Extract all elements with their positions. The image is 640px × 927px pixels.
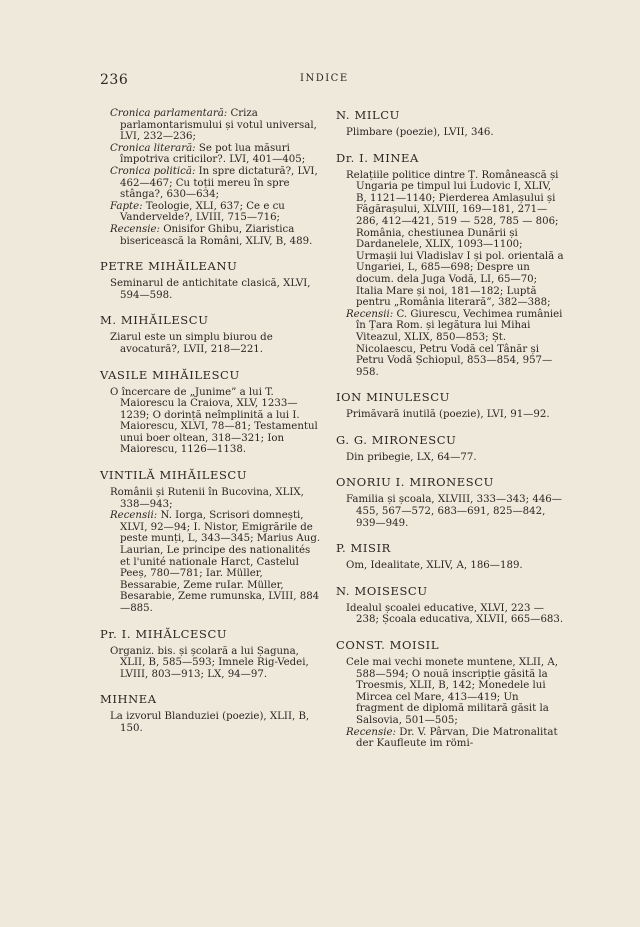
- author-name: N. MILCU: [336, 108, 400, 122]
- work-citation: [346, 170, 564, 309]
- works-list: [100, 108, 322, 247]
- author-name: Pr. I. MIHĂLCESCU: [100, 626, 228, 641]
- citation-text: O încercare de „Junime” a lui T. Maiorescu la Craiova, XLV, 1233—1239; O dorință neîmplinită a lui I. Maiorescu, XLVI, 78—81; Testamentul unui boer oltean, 318—321; Ion Maiorescu, 1126—1138.: [110, 386, 318, 456]
- index-entry: [100, 468, 322, 615]
- works-list: [100, 711, 322, 734]
- index-entry: [100, 313, 322, 355]
- works-list: [336, 657, 564, 750]
- author-name: ION MINULESCU: [336, 390, 450, 405]
- works-list: [336, 127, 564, 139]
- work-citation: [346, 494, 564, 529]
- citation-text: Om, Idealitate, XLIV, A, 186—189.: [346, 560, 523, 572]
- index-entry: [100, 627, 322, 681]
- work-citation: [346, 452, 564, 464]
- section-label: Cronica literară:: [110, 142, 196, 154]
- works-list: [336, 494, 564, 529]
- index-entry: [100, 692, 322, 734]
- section-label: Recensii:: [346, 308, 394, 320]
- work-citation: [346, 127, 564, 139]
- index-entry: [336, 433, 564, 464]
- citation-text: Idealul școalei educative, XLVI, 223 — 238; Școala educativa, XLVII, 665—683.: [346, 602, 564, 626]
- works-list: [336, 560, 564, 572]
- author-name: CONST. MOISIL: [336, 638, 440, 653]
- author-name: VINTILĂ MIHĂILESCU: [100, 468, 248, 483]
- index-entry: [336, 638, 564, 750]
- work-citation: [346, 603, 564, 626]
- author-name: P. MISIR: [336, 541, 391, 556]
- works-list: [100, 278, 322, 301]
- section-label: Recensie:: [346, 726, 396, 738]
- citation-text: N. Iorga, Scrisori domnești, XLVI, 92—94; I. Nistor, Emigrările de peste munți, L, 343—345; Marius Aug. Laurian, Le principe des nationalités et l'unité nationale Harct, Castelul Peeș, 780—781; Iar. Müller, Bessarabie, Zeme ruIar. Müller, Besarabie, Zeme rumunska, LVIII, 884—885.: [120, 510, 321, 614]
- index-entry: [336, 390, 564, 421]
- index-entry: [336, 151, 564, 379]
- work-citation: [110, 201, 322, 224]
- work-citation: [346, 560, 564, 572]
- author-name: G. G. MIRONESCU: [336, 432, 457, 447]
- citation-text: Organiz. bis. și școlară a lui Șaguna, XLII, B, 585—593; Imnele Rig-Vedei, LVIII, 803—913; LX, 94—97.: [110, 645, 309, 680]
- works-list: [100, 646, 322, 681]
- author-name: Dr. I. MINEA: [336, 150, 419, 165]
- author-name: MIHNEA: [100, 692, 157, 707]
- work-citation: [346, 309, 564, 379]
- work-citation: [346, 657, 564, 727]
- page-number: 236: [100, 72, 129, 88]
- author-name: ONORIU I. MIRONESCU: [336, 475, 494, 490]
- left-column: [100, 108, 322, 747]
- works-list: [100, 487, 322, 615]
- index-entry: [336, 584, 564, 626]
- section-label: Recensii:: [110, 510, 158, 522]
- author-name: M. MIHĂILESCU: [100, 313, 209, 328]
- work-citation: [110, 711, 322, 734]
- work-citation: [346, 409, 564, 421]
- citation-text: Seminarul de antichitate clasică, XLVI, 594—598.: [110, 278, 311, 301]
- citation-text: Primăvară inutilă (poezie), LVI, 91—92.: [346, 409, 550, 421]
- index-entry: [100, 368, 322, 457]
- author-name: VASILE MIHĂILESCU: [100, 367, 240, 382]
- work-citation: [346, 727, 564, 750]
- section-label: Cronica politică:: [110, 165, 196, 177]
- citation-text: Ziarul este un simplu biurou de avocatură?, LVII, 218—221.: [110, 332, 273, 355]
- index-entry: [336, 541, 564, 572]
- citation-text: La izvorul Blanduziei (poezie), XLII, B, 150.: [110, 711, 310, 734]
- citation-text: In spre dictatură?, LVI, 462—467; Cu toții mereu în spre stânga?, 630—634;: [120, 165, 318, 201]
- works-list: [336, 409, 564, 421]
- citation-text: Onisifor Ghibu, Ziaristica bisericească la Români, XLIV, B, 489.: [120, 223, 313, 247]
- work-citation: [110, 143, 322, 166]
- citation-text: Românii și Rutenii în Bucovina, XLIX, 338—943;: [110, 487, 304, 510]
- work-citation: [110, 166, 322, 201]
- citation-text: C. Giurescu, Vechimea rumâniei în Țara Rom. și legătura lui Mihai Viteazul, XLIX, 850—853; Șt. Nicolaescu, Petru Vodă cel Tânăr și Petru Vodă Șchiopul, 853—854, 957—958.: [356, 308, 563, 378]
- work-citation: [110, 278, 322, 301]
- work-citation: [110, 108, 322, 143]
- work-citation: [110, 387, 322, 457]
- works-list: [100, 332, 322, 355]
- work-citation: [110, 332, 322, 355]
- works-list: [336, 170, 564, 379]
- citation-text: Criza parlamontarismului și votul universal, LVI, 232—236;: [120, 108, 317, 143]
- works-list: [336, 603, 564, 626]
- running-head: INDICE: [300, 73, 349, 84]
- citation-text: Din pribegie, LX, 64—77.: [346, 451, 477, 463]
- index-entry: [336, 108, 564, 139]
- citation-text: Relațiile politice dintre Ț. Românească și Ungaria pe timpul lui Ludovic I, XLIV, B, 1121—1140; Pierderea Amlașului și Făgărașului, XLVIII, 169—181, 271—286, 412—421, 519 — 528, 785 — 806; România, chestiunea Dunării și Dardanelele, XLIX, 1093—1100; Urmașii lui Vladislav I și pol. orientală a Ungariei, L, 685—698; Despre un docum. dela Juga Vodă, LI, 65—70; Italia Mare și noi, 181—182; Luptă pentru „România literară”, 382—388;: [346, 169, 564, 309]
- work-citation: [110, 510, 322, 614]
- section-label: Recensie:: [110, 223, 160, 235]
- citation-text: Cele mai vechi monete muntene, XLII, A, 588—594; O nouă inscripție găsită la Troesmis, XLII, B, 142; Monedele lui Mircea cel Mare, 413—419; Un fragment de diplomă militară găsit la Salsovia, 501—505;: [346, 657, 558, 726]
- work-citation: [110, 646, 322, 681]
- work-citation: [110, 224, 322, 247]
- author-name: PETRE MIHĂILEANU: [100, 259, 238, 274]
- index-entry: [100, 108, 322, 247]
- works-list: [336, 452, 564, 464]
- works-list: [100, 387, 322, 457]
- citation-text: Plimbare (poezie), LVII, 346.: [346, 127, 494, 138]
- citation-text: Familia și școala, XLVIII, 333—343; 446—455, 567—572, 683—691, 825—842, 939—949.: [346, 494, 562, 529]
- section-label: Cronica parlamentară:: [110, 108, 228, 119]
- right-column: [336, 108, 564, 762]
- citation-text: Teologie, XLI, 637; Ce e cu Vandervelde?, LVIII, 715—716;: [120, 200, 285, 224]
- section-label: Fapte:: [110, 200, 143, 212]
- author-name: N. MOISESCU: [336, 583, 428, 598]
- citation-text: Dr. V. Pârvan, Die Matronalitat der Kaufleute im römi-: [356, 726, 558, 750]
- work-citation: [110, 487, 322, 510]
- index-entry: [100, 259, 322, 301]
- index-entry: [336, 475, 564, 529]
- citation-text: Se pot lua măsuri împotriva criticilor?. LVI, 401—405;: [120, 142, 306, 166]
